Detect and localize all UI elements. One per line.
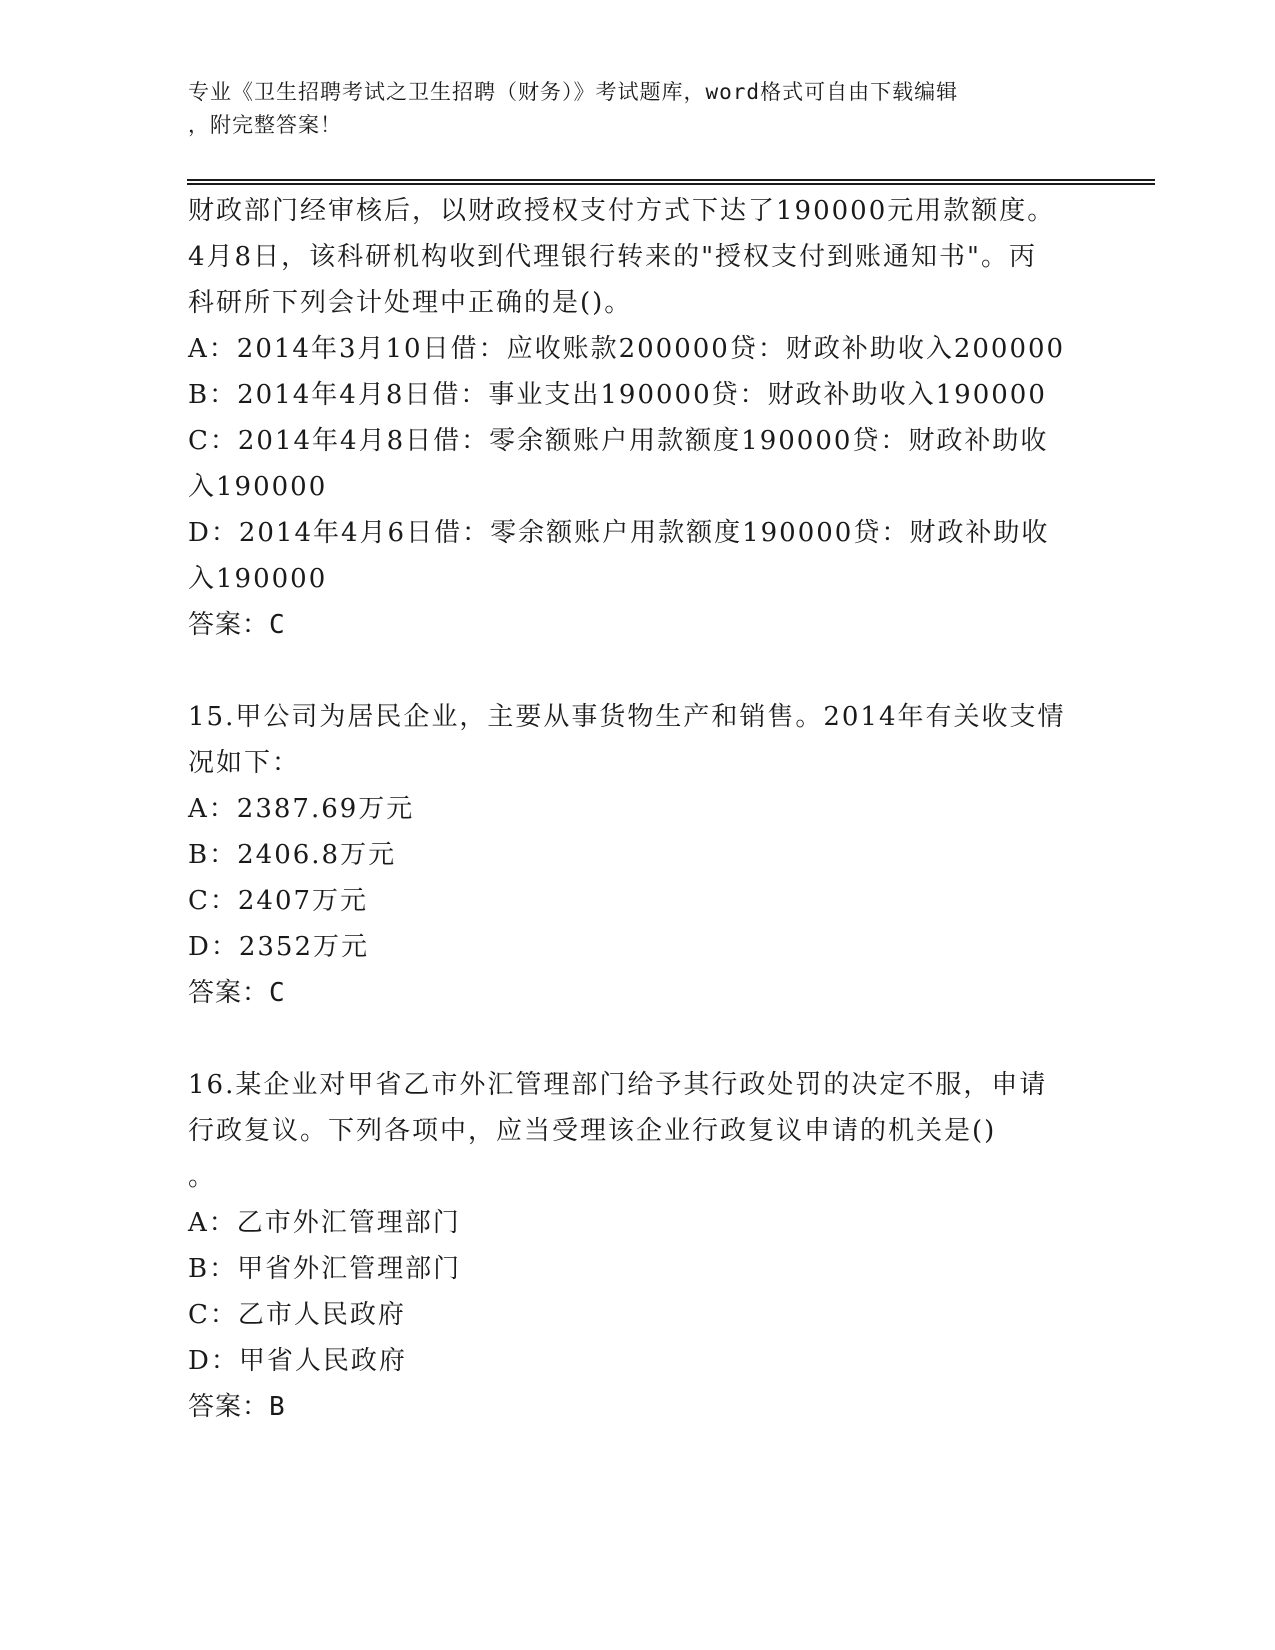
answer: 答案：B [188,1392,286,1422]
question-15 [188,694,1088,1016]
option-d: D：2352万元 [188,932,370,962]
question-stem-line: 况如下： [188,748,301,778]
option-a: A：2387.69万元 [188,794,415,824]
question-stem-line: 。 [188,1162,217,1192]
option-d: D：2014年4月6日借：零余额账户用款额度190000贷：财政补助收 [188,518,1050,548]
answer: 答案：C [188,610,286,640]
question-stem-line: 15.甲公司为居民企业，主要从事货物生产和销售。2014年有关收支情 [188,702,1066,732]
option-d: D：甲省人民政府 [188,1346,407,1376]
question-stem-line: 科研所下列会计处理中正确的是()。 [188,288,633,318]
option-b: B：2014年4月8日借：事业支出190000贷：财政补助收入190000 [188,380,1047,410]
question-spacer [188,1016,1088,1062]
question-spacer [188,648,1088,694]
document-header [188,76,1088,142]
question-stem-line: 财政部门经审核后，以财政授权支付方式下达了190000元用款额度。 [188,196,1056,226]
question-stem-line: 4月8日，该科研机构收到代理银行转来的"授权支付到账通知书"。丙 [188,242,1038,272]
question-16 [188,1062,1088,1430]
question-14 [188,188,1088,648]
option-c: C：2407万元 [188,886,369,916]
option-b: B：甲省外汇管理部门 [188,1254,462,1284]
question-stem-line: 16.某企业对甲省乙市外汇管理部门给予其行政处罚的决定不服，申请 [188,1070,1048,1100]
header-line-1: 专业《卫生招聘考试之卫生招聘（财务）》考试题库，word格式可自由下载编辑 [188,80,959,104]
option-c: C：乙市人民政府 [188,1300,406,1330]
header-line-2: ，附完整答案！ [188,113,342,137]
question-content [188,188,1088,1430]
question-stem-line: 行政复议。下列各项中，应当受理该企业行政复议申请的机关是() [188,1116,997,1146]
answer: 答案：C [188,978,286,1008]
option-b: B：2406.8万元 [188,840,397,870]
option-a: A：乙市外汇管理部门 [188,1208,461,1238]
header-divider-top [187,179,1155,181]
option-c: C：2014年4月8日借：零余额账户用款额度190000贷：财政补助收 [188,426,1049,456]
option-a: A：2014年3月10日借：应收账款200000贷：财政补助收入200000 [188,334,1066,364]
option-c-continued: 入190000 [188,472,328,502]
option-d-continued: 入190000 [188,564,328,594]
header-divider-bottom [187,183,1155,185]
